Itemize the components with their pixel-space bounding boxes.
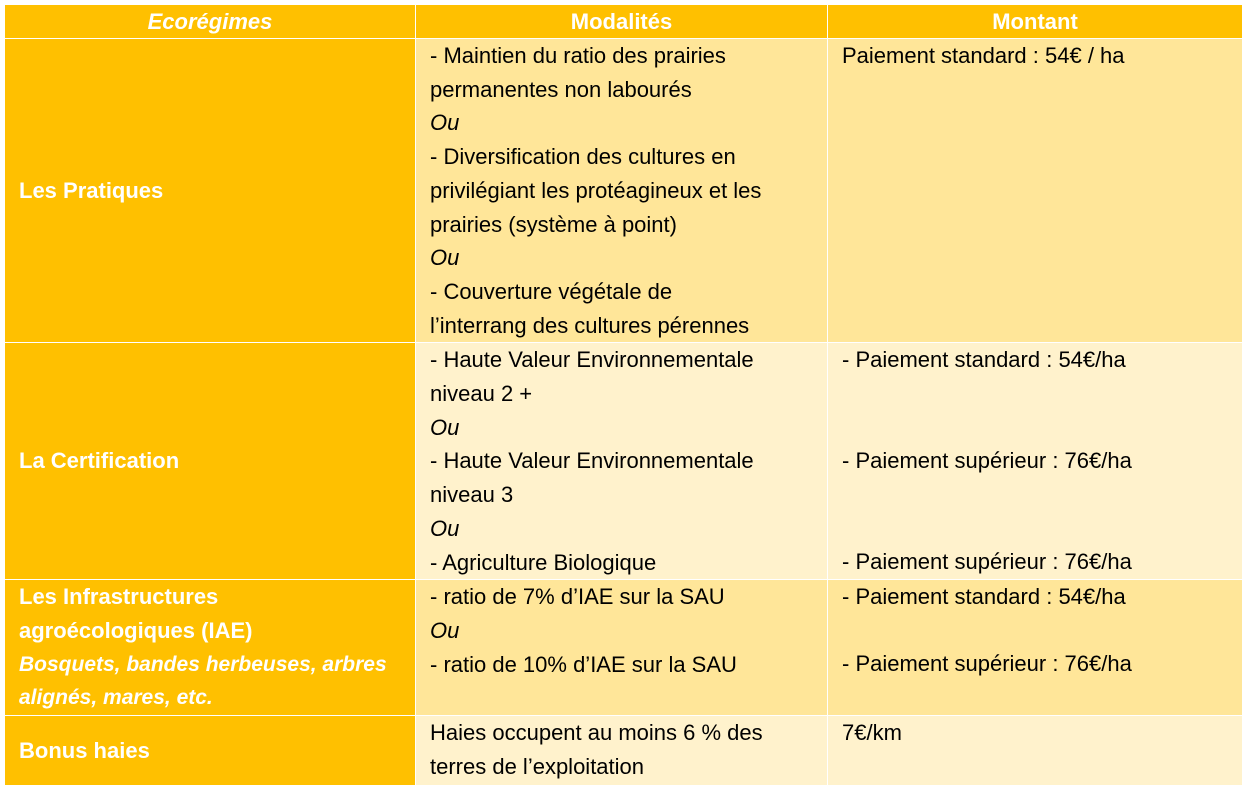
ou-separator: Ou <box>430 617 460 643</box>
table-row-iae <box>5 580 1243 716</box>
modalite-line: privilégiant les protéagineux et les <box>430 177 762 203</box>
modalite-line: prairies (système à point) <box>430 211 677 237</box>
modalites-iae <box>416 580 828 716</box>
montant-line: - Paiement supérieur : 76€/ha <box>842 650 1132 676</box>
row-subtitle-line: Bosquets, bandes herbeuses, arbres <box>19 652 387 676</box>
modalite-line: - Couverture végétale de <box>430 278 673 304</box>
modalite-line: - Maintien du ratio des prairies <box>430 43 726 68</box>
modalite-line: - Agriculture Biologique <box>430 549 657 575</box>
modalite-line: - Diversification des cultures en <box>430 144 736 170</box>
modalites-bonus-haies <box>416 716 828 786</box>
modalite-line: permanentes non labourés <box>430 76 692 102</box>
montant-iae <box>828 580 1243 716</box>
montant-line: Paiement standard : 54€ / ha <box>842 43 1125 68</box>
montant-certification <box>828 343 1243 580</box>
ou-separator: Ou <box>430 414 460 440</box>
table-row-certification <box>5 343 1243 580</box>
ou-separator: Ou <box>430 245 460 271</box>
ou-separator: Ou <box>430 515 460 541</box>
montant-line: 7€/km <box>842 720 902 746</box>
header-ecoregimes: Ecorégimes <box>5 5 416 39</box>
montant-line: - Paiement standard : 54€/ha <box>842 347 1126 373</box>
header-row <box>5 5 1243 39</box>
modalites-pratiques <box>416 39 828 343</box>
modalite-line: - ratio de 10% d’IAE sur la SAU <box>430 651 737 677</box>
header-modalites: Modalités <box>416 5 828 39</box>
row-title-line: Les Infrastructures <box>19 584 219 610</box>
modalite-line: niveau 2 + <box>430 381 533 407</box>
row-subtitle-line: alignés, mares, etc. <box>19 686 213 710</box>
ou-separator: Ou <box>430 110 460 136</box>
modalite-line: - Haute Valeur Environnementale <box>430 448 754 474</box>
modalite-line: niveau 3 <box>430 482 514 508</box>
montant-line: - Paiement standard : 54€/ha <box>842 584 1126 610</box>
row-title-bonus-haies: Bonus haies <box>5 716 416 786</box>
row-title-pratiques: Les Pratiques <box>5 39 416 343</box>
modalite-line: - ratio de 7% d’IAE sur la SAU <box>430 584 725 610</box>
montant-bonus-haies <box>828 716 1243 786</box>
header-montant: Montant <box>828 5 1243 39</box>
montant-line: - Paiement supérieur : 76€/ha <box>842 548 1132 574</box>
modalite-line: - Haute Valeur Environnementale <box>430 347 754 373</box>
modalite-line: terres de l’exploitation <box>430 753 645 779</box>
modalite-line: Haies occupent au moins 6 % des <box>430 720 763 746</box>
modalites-certification <box>416 343 828 580</box>
row-title-iae <box>5 580 416 716</box>
ecoregimes-table <box>4 4 1243 786</box>
row-title-certification: La Certification <box>5 343 416 580</box>
montant-line: - Paiement supérieur : 76€/ha <box>842 448 1132 474</box>
row-title-line: agroécologiques (IAE) <box>19 617 253 643</box>
montant-pratiques <box>828 39 1243 343</box>
modalite-line: l’interrang des cultures pérennes <box>430 312 750 338</box>
table-row-pratiques <box>5 39 1243 343</box>
table-row-bonus-haies <box>5 716 1243 786</box>
